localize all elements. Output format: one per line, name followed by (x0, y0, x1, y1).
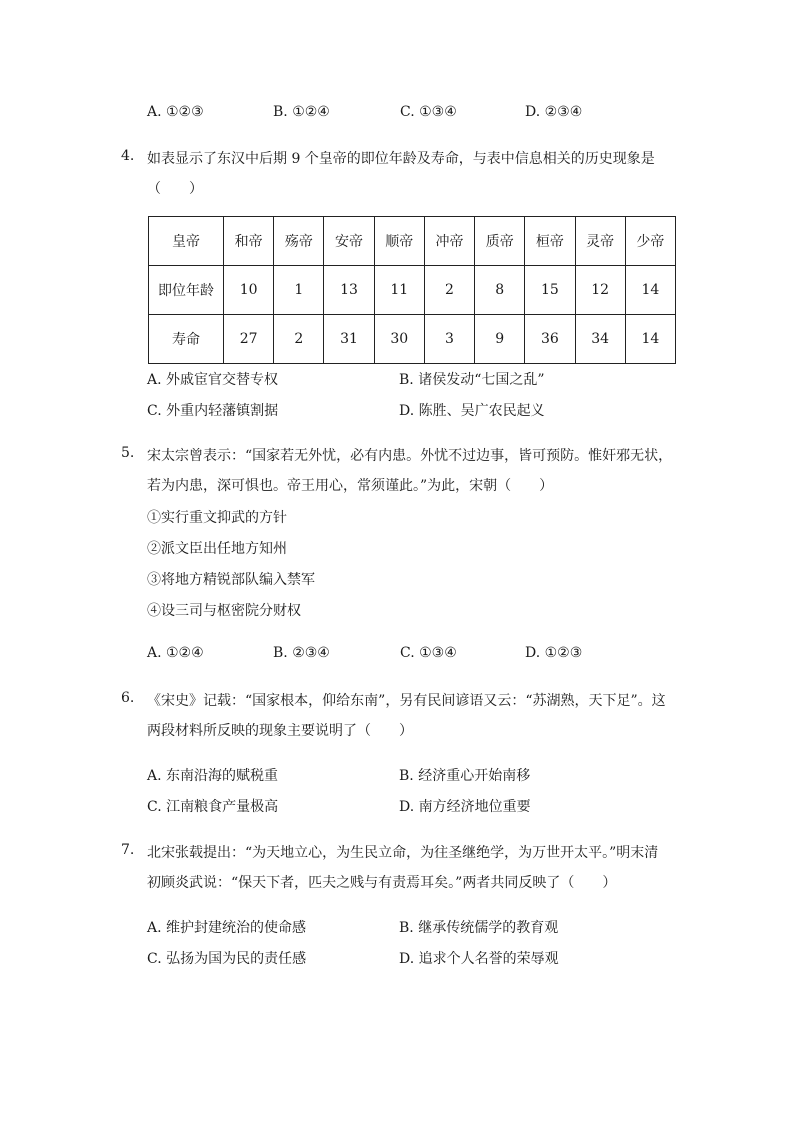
table-cell: 2 (274, 315, 324, 364)
q6-number: 6. (121, 690, 135, 706)
q5-stem-line2: 若为内患，深可惧也。帝王用心，常须谨此。”为此，宋朝（ ） (147, 478, 554, 494)
table-cell: 14 (625, 266, 675, 315)
q5-item-1: ①实行重文抑武的方针 (147, 510, 287, 526)
q3-option-b[interactable]: B. ①②④ (273, 104, 330, 120)
table-header-cell: 灵帝 (575, 217, 625, 266)
q6-option-b[interactable]: B. 经济重心开始南移 (399, 768, 531, 784)
table-header-cell: 皇帝 (149, 217, 224, 266)
table-header-cell: 安帝 (324, 217, 374, 266)
table-cell: 1 (274, 266, 324, 315)
q7-option-a[interactable]: A. 维护封建统治的使命感 (147, 920, 307, 936)
q4-table (148, 216, 676, 364)
table-cell: 14 (625, 315, 675, 364)
table-cell: 8 (475, 266, 525, 315)
table-header-row (149, 217, 676, 266)
table-header-cell: 桓帝 (525, 217, 575, 266)
table-cell: 30 (374, 315, 424, 364)
q5-item-3: ③将地方精锐部队编入禁军 (147, 572, 315, 588)
q5-stem-line1: 宋太宗曾表示：“国家若无外忧，必有内患。外忧不过边事，皆可预防。惟奸邪无状， (147, 448, 673, 464)
table-row-label: 即位年龄 (149, 266, 224, 315)
table-cell: 9 (475, 315, 525, 364)
q7-option-b[interactable]: B. 继承传统儒学的教育观 (399, 920, 559, 936)
q4-number: 4. (121, 148, 135, 164)
table-cell: 12 (575, 266, 625, 315)
q6-option-a[interactable]: A. 东南沿海的赋税重 (147, 768, 279, 784)
q4-option-c[interactable]: C. 外重内轻藩镇割据 (147, 403, 279, 419)
q3-option-d[interactable]: D. ②③④ (525, 104, 583, 120)
table-header-cell: 质帝 (475, 217, 525, 266)
q5-option-a[interactable]: A. ①②④ (147, 645, 204, 661)
q7-stem-line1: 北宋张载提出：“为天地立心，为生民立命，为往圣继绝学，为万世开太平。”明末清 (147, 845, 659, 861)
table-cell: 15 (525, 266, 575, 315)
table-cell: 31 (324, 315, 374, 364)
table-row-label: 寿命 (149, 315, 224, 364)
q4-stem-line2: （ ） (147, 181, 203, 197)
table-cell: 11 (374, 266, 424, 315)
q4-stem-line1: 如表显示了东汉中后期 9 个皇帝的即位年龄及寿命，与表中信息相关的历史现象是 (147, 151, 655, 167)
q6-stem-line2: 两段材料所反映的现象主要说明了（ ） (147, 723, 413, 739)
q7-option-c[interactable]: C. 弘扬为国为民的责任感 (147, 951, 307, 967)
q6-option-c[interactable]: C. 江南粮食产量极高 (147, 799, 279, 815)
q5-option-b[interactable]: B. ②③④ (273, 645, 330, 661)
q7-stem-line2: 初顾炎武说：“保天下者，匹夫之贱与有责焉耳矣。”两者共同反映了（ ） (147, 875, 617, 891)
table-cell: 3 (424, 315, 474, 364)
table-header-cell: 和帝 (224, 217, 274, 266)
q4-option-b[interactable]: B. 诸侯发动“七国之乱” (399, 372, 545, 388)
q5-item-2: ②派文臣出任地方知州 (147, 541, 287, 557)
table-header-cell: 少帝 (625, 217, 675, 266)
table-cell: 13 (324, 266, 374, 315)
q7-option-d[interactable]: D. 追求个人名誉的荣辱观 (399, 951, 559, 967)
q3-option-c[interactable]: C. ①③④ (400, 104, 457, 120)
q7-number: 7. (121, 842, 135, 858)
table-cell: 34 (575, 315, 625, 364)
table-row (149, 315, 676, 364)
table-header-cell: 冲帝 (424, 217, 474, 266)
q5-item-4: ④设三司与枢密院分财权 (147, 603, 301, 619)
table-cell: 36 (525, 315, 575, 364)
q5-number: 5. (121, 445, 135, 461)
table-header-cell: 殇帝 (274, 217, 324, 266)
q3-option-a[interactable]: A. ①②③ (147, 104, 204, 120)
q5-option-c[interactable]: C. ①③④ (400, 645, 457, 661)
q4-option-d[interactable]: D. 陈胜、吴广农民起义 (399, 403, 545, 419)
table-cell: 27 (224, 315, 274, 364)
q6-stem-line1: 《宋史》记载：“国家根本，仰给东南”，另有民间谚语又云：“苏湖熟，天下足”。这 (147, 693, 666, 709)
table-row (149, 266, 676, 315)
table-cell: 2 (424, 266, 474, 315)
table-cell: 10 (224, 266, 274, 315)
q4-option-a[interactable]: A. 外戚宦官交替专权 (147, 372, 279, 388)
q5-option-d[interactable]: D. ①②③ (525, 645, 583, 661)
table-header-cell: 顺帝 (374, 217, 424, 266)
q6-option-d[interactable]: D. 南方经济地位重要 (399, 799, 531, 815)
